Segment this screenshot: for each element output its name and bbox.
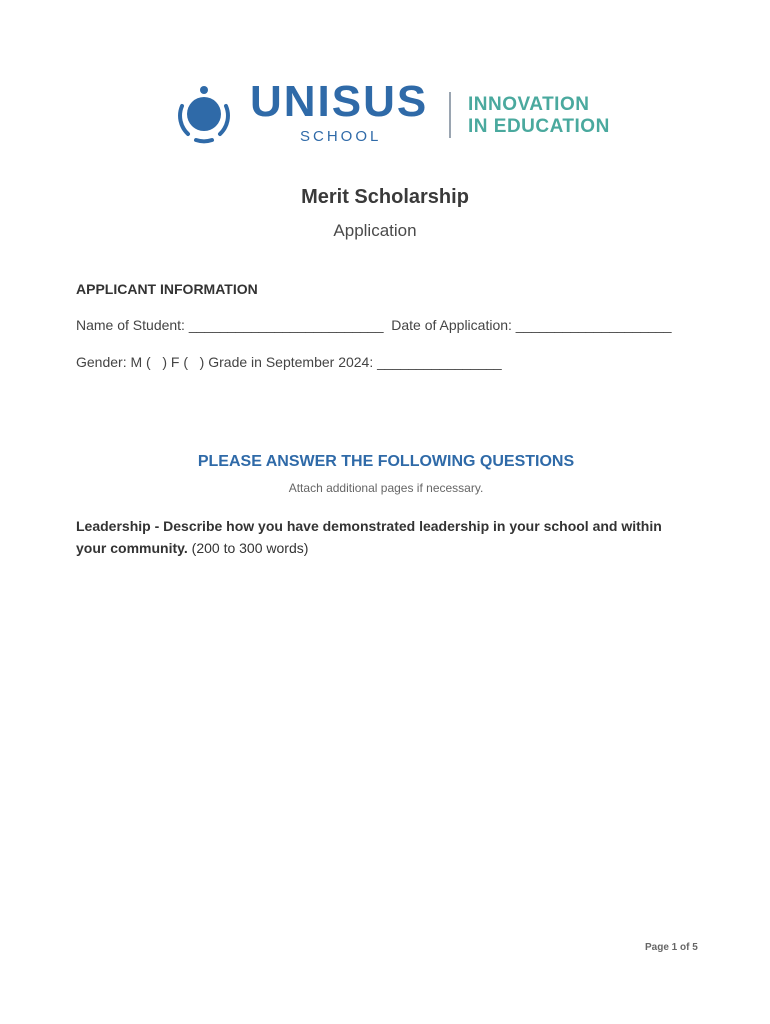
leadership-question xyxy=(76,515,676,559)
gender-grade-fields: Gender: M ( ) F ( ) Grade in September 2024: ________________ xyxy=(76,354,502,370)
logo-school-label: SCHOOL xyxy=(300,128,382,145)
unisus-logo-icon xyxy=(174,84,238,146)
document-title: Merit Scholarship xyxy=(301,186,469,208)
page-number: Page 1 of 5 xyxy=(645,942,698,953)
name-date-fields: Name of Student: _________________________ Date of Application: ____________________ xyxy=(76,317,672,333)
document-subtitle: Application xyxy=(333,221,417,240)
logo-brand-name: UNISUS xyxy=(250,77,429,126)
logo-divider xyxy=(449,92,451,138)
logo-tagline-1: INNOVATION xyxy=(468,94,590,115)
logo-tagline-2: IN EDUCATION xyxy=(468,116,610,137)
leadership-question-wordcount: (200 to 300 words) xyxy=(187,540,309,556)
leadership-question-bold: Leadership - Describe how you have demonstrated leadership in your school and within your community. xyxy=(76,518,662,556)
applicant-info-heading: APPLICANT INFORMATION xyxy=(76,281,258,297)
questions-heading: PLEASE ANSWER THE FOLLOWING QUESTIONS xyxy=(197,453,575,470)
questions-note: Attach additional pages if necessary. xyxy=(288,481,484,495)
